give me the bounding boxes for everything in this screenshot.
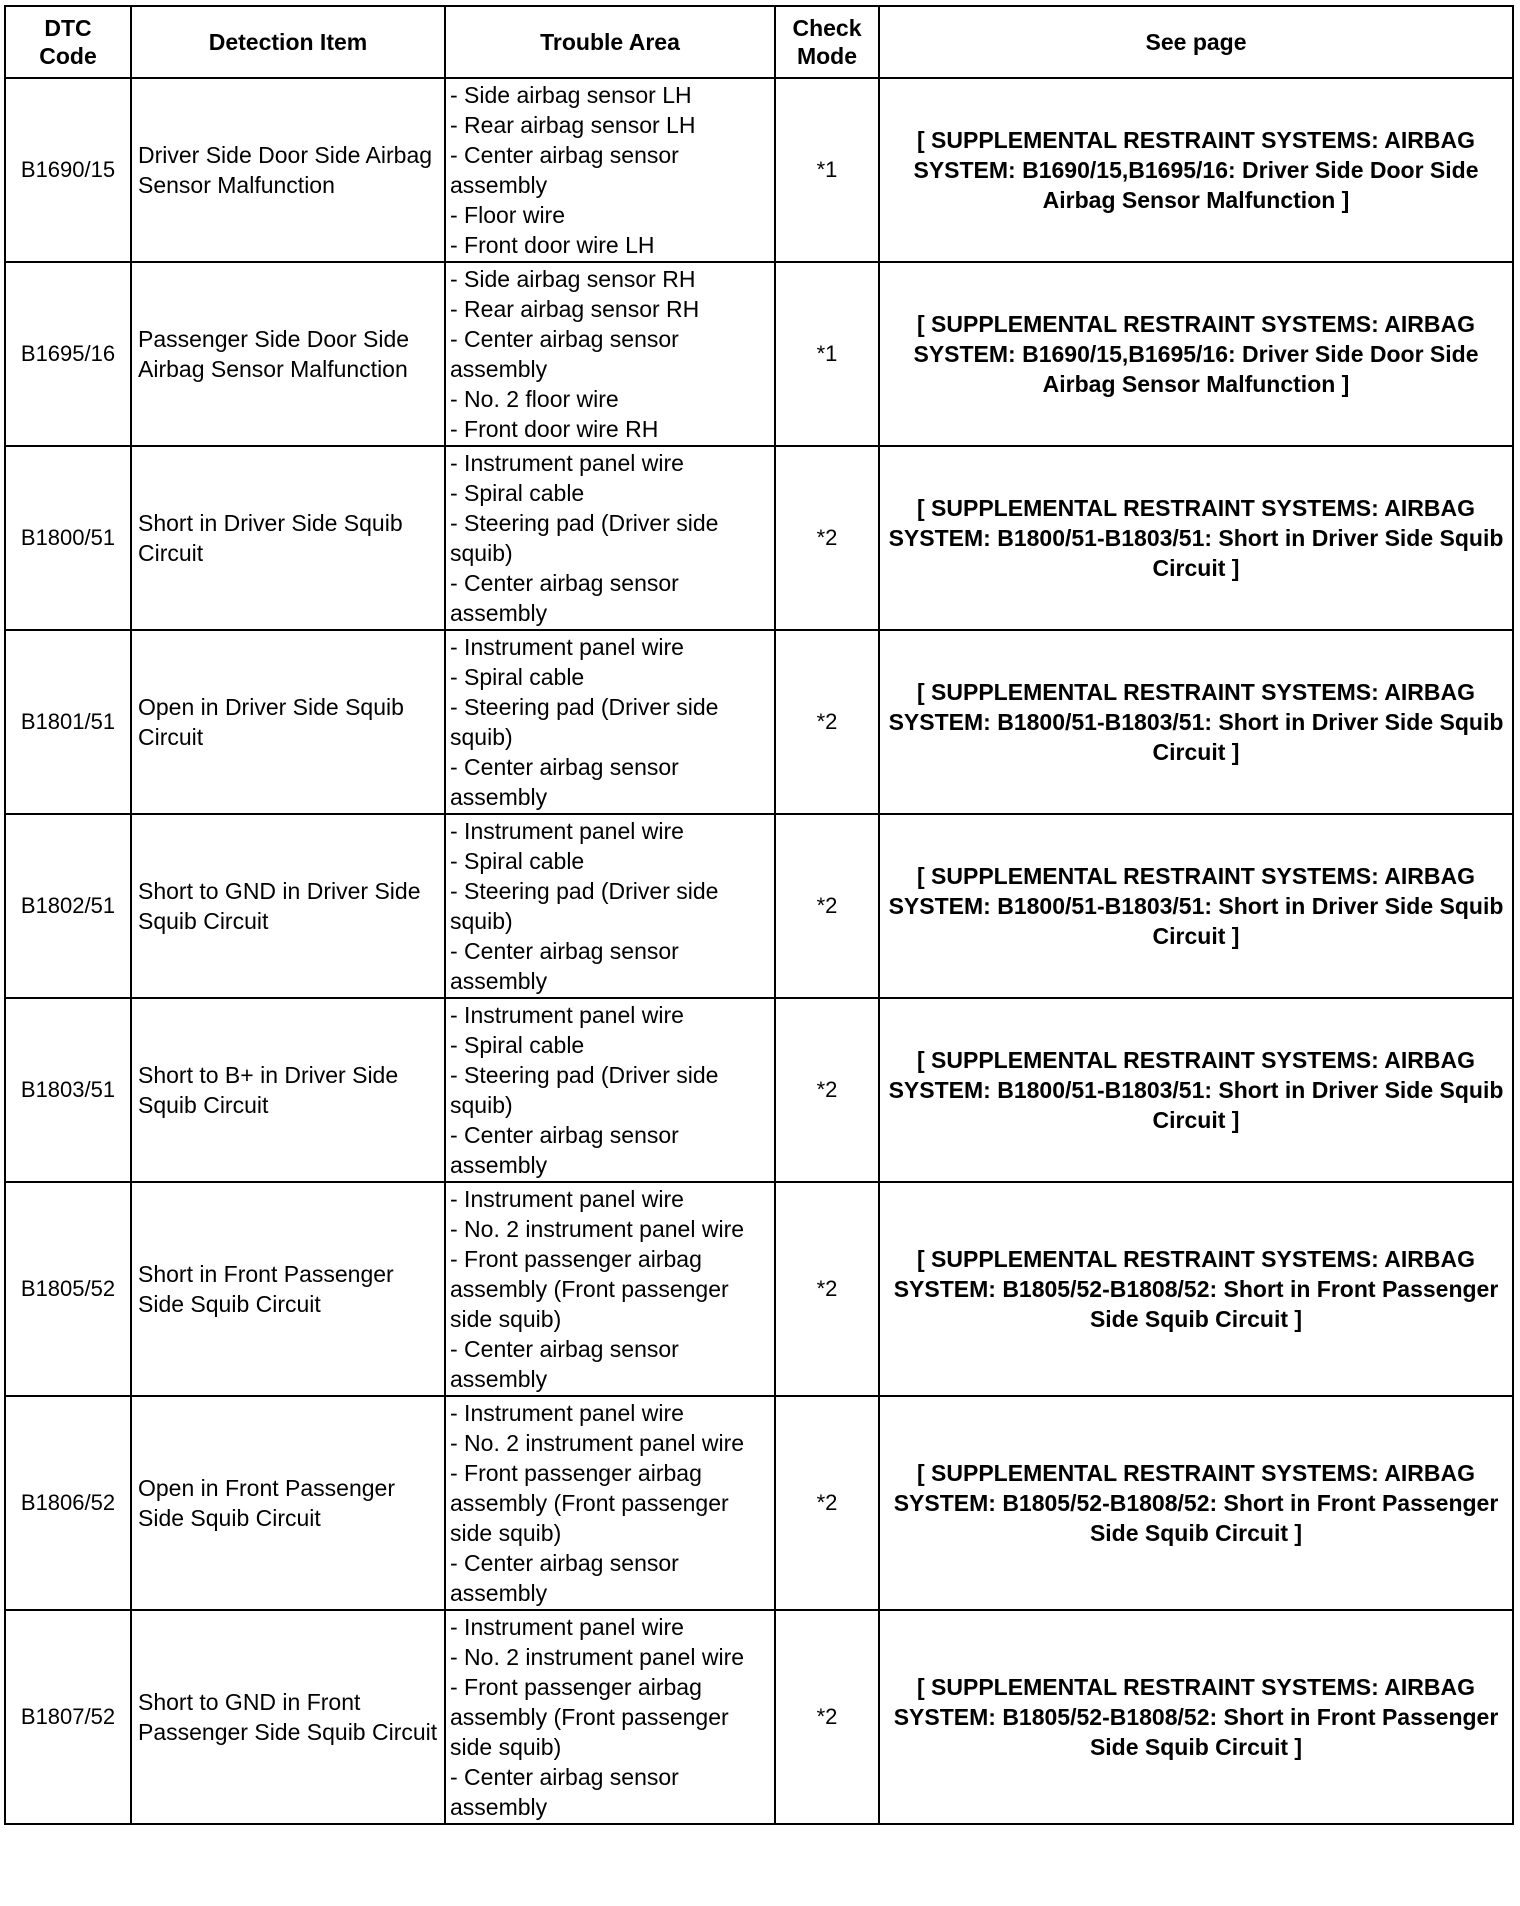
header-see-page: See page [879,6,1513,78]
see-page-cell [879,1396,1513,1610]
check-mode-cell: *2 [775,630,879,814]
check-mode-cell: *2 [775,446,879,630]
trouble-area-item: - Instrument panel wire [450,450,684,476]
see-page-link[interactable]: [ SUPPLEMENTAL RESTRAINT SYSTEMS: AIRBAG SYSTEM: B1800/51-B1803/51: Short in Driver Side Squib Circuit ] [888,679,1504,765]
see-page-link[interactable]: [ SUPPLEMENTAL RESTRAINT SYSTEMS: AIRBAG SYSTEM: B1800/51-B1803/51: Short in Driver Side Squib Circuit ] [888,1047,1504,1133]
trouble-area-item: - Rear airbag sensor LH [450,112,696,138]
trouble-area-item: - Center airbag sensor assembly [450,1764,679,1820]
see-page-link[interactable]: [ SUPPLEMENTAL RESTRAINT SYSTEMS: AIRBAG SYSTEM: B1800/51-B1803/51: Short in Driver Side Squib Circuit ] [888,863,1504,949]
detection-item-cell: Passenger Side Door Side Airbag Sensor Malfunction [131,262,445,446]
table-row [5,814,1513,998]
trouble-area-cell [445,630,775,814]
trouble-area-item: - No. 2 floor wire [450,386,619,412]
detection-item-cell: Short in Driver Side Squib Circuit [131,446,445,630]
see-page-link[interactable]: [ SUPPLEMENTAL RESTRAINT SYSTEMS: AIRBAG SYSTEM: B1690/15,B1695/16: Driver Side Door Side Airbag Sensor Malfunction ] [913,127,1479,213]
see-page-cell [879,630,1513,814]
trouble-area-item: - Center airbag sensor assembly [450,1550,679,1606]
dtc-code-cell: B1690/15 [5,78,131,262]
dtc-table-sheet [4,5,1514,1825]
trouble-area-cell [445,814,775,998]
dtc-table [4,5,1514,1825]
see-page-link[interactable]: [ SUPPLEMENTAL RESTRAINT SYSTEMS: AIRBAG SYSTEM: B1805/52-B1808/52: Short in Front Passenger Side Squib Circuit ] [893,1674,1499,1760]
trouble-area-item: - Instrument panel wire [450,634,684,660]
table-row [5,1182,1513,1396]
detection-item-cell: Short to GND in Driver Side Squib Circuit [131,814,445,998]
trouble-area-item: - Center airbag sensor assembly [450,570,679,626]
trouble-area-item: - Side airbag sensor LH [450,82,692,108]
trouble-area-item: - Front passenger airbag assembly (Front passenger side squib) [450,1460,729,1546]
trouble-area-cell [445,262,775,446]
trouble-area-item: - Spiral cable [450,480,585,506]
trouble-area-item: - Steering pad (Driver side squib) [450,510,719,566]
check-mode-cell: *2 [775,1610,879,1824]
trouble-area-item: - Spiral cable [450,1032,585,1058]
trouble-area-cell [445,78,775,262]
table-row [5,1610,1513,1824]
see-page-link[interactable]: [ SUPPLEMENTAL RESTRAINT SYSTEMS: AIRBAG SYSTEM: B1805/52-B1808/52: Short in Front Passenger Side Squib Circuit ] [893,1460,1499,1546]
trouble-area-item: - Instrument panel wire [450,818,684,844]
trouble-area-item: - No. 2 instrument panel wire [450,1216,745,1242]
table-row [5,78,1513,262]
check-mode-cell: *1 [775,262,879,446]
dtc-code-cell: B1800/51 [5,446,131,630]
trouble-area-cell [445,1396,775,1610]
see-page-cell [879,78,1513,262]
trouble-area-item: - Center airbag sensor assembly [450,1336,679,1392]
dtc-code-cell: B1807/52 [5,1610,131,1824]
dtc-code-cell: B1805/52 [5,1182,131,1396]
dtc-code-cell: B1802/51 [5,814,131,998]
table-row [5,1396,1513,1610]
trouble-area-item: - Center airbag sensor assembly [450,754,679,810]
see-page-cell [879,1610,1513,1824]
trouble-area-item: - Instrument panel wire [450,1400,684,1426]
detection-item-cell: Driver Side Door Side Airbag Sensor Malfunction [131,78,445,262]
trouble-area-item: - Instrument panel wire [450,1614,684,1640]
header-check-mode: Check Mode [775,6,879,78]
check-mode-cell: *2 [775,1396,879,1610]
detection-item-cell: Short to B+ in Driver Side Squib Circuit [131,998,445,1182]
see-page-link[interactable]: [ SUPPLEMENTAL RESTRAINT SYSTEMS: AIRBAG SYSTEM: B1690/15,B1695/16: Driver Side Door Side Airbag Sensor Malfunction ] [913,311,1479,397]
table-body [5,78,1513,1824]
trouble-area-item: - Center airbag sensor assembly [450,142,679,198]
trouble-area-item: - No. 2 instrument panel wire [450,1644,745,1670]
check-mode-cell: *1 [775,78,879,262]
trouble-area-item: - Side airbag sensor RH [450,266,696,292]
trouble-area-item: - Spiral cable [450,664,585,690]
trouble-area-item: - Center airbag sensor assembly [450,326,679,382]
check-mode-cell: *2 [775,814,879,998]
see-page-cell [879,446,1513,630]
trouble-area-cell [445,998,775,1182]
detection-item-cell: Open in Driver Side Squib Circuit [131,630,445,814]
detection-item-cell: Short to GND in Front Passenger Side Squib Circuit [131,1610,445,1824]
trouble-area-item: - Rear airbag sensor RH [450,296,700,322]
table-row [5,998,1513,1182]
table-row [5,262,1513,446]
see-page-cell [879,814,1513,998]
detection-item-cell: Open in Front Passenger Side Squib Circuit [131,1396,445,1610]
see-page-link[interactable]: [ SUPPLEMENTAL RESTRAINT SYSTEMS: AIRBAG SYSTEM: B1800/51-B1803/51: Short in Driver Side Squib Circuit ] [888,495,1504,581]
trouble-area-item: - Front passenger airbag assembly (Front passenger side squib) [450,1674,729,1760]
trouble-area-item: - Front door wire LH [450,232,655,258]
trouble-area-cell [445,1182,775,1396]
trouble-area-item: - Steering pad (Driver side squib) [450,694,719,750]
detection-item-cell: Short in Front Passenger Side Squib Circuit [131,1182,445,1396]
header-detection-item: Detection Item [131,6,445,78]
trouble-area-item: - Center airbag sensor assembly [450,1122,679,1178]
check-mode-cell: *2 [775,1182,879,1396]
trouble-area-item: - Steering pad (Driver side squib) [450,878,719,934]
trouble-area-item: - Center airbag sensor assembly [450,938,679,994]
header-trouble-area: Trouble Area [445,6,775,78]
trouble-area-cell [445,446,775,630]
table-row [5,446,1513,630]
see-page-cell [879,262,1513,446]
dtc-code-cell: B1801/51 [5,630,131,814]
trouble-area-item: - Instrument panel wire [450,1002,684,1028]
dtc-code-cell: B1803/51 [5,998,131,1182]
table-row [5,630,1513,814]
see-page-link[interactable]: [ SUPPLEMENTAL RESTRAINT SYSTEMS: AIRBAG SYSTEM: B1805/52-B1808/52: Short in Front Passenger Side Squib Circuit ] [893,1246,1499,1332]
trouble-area-item: - Instrument panel wire [450,1186,684,1212]
trouble-area-item: - Floor wire [450,202,566,228]
trouble-area-item: - Front door wire RH [450,416,659,442]
see-page-cell [879,998,1513,1182]
trouble-area-item: - Front passenger airbag assembly (Front passenger side squib) [450,1246,729,1332]
dtc-code-cell: B1695/16 [5,262,131,446]
see-page-cell [879,1182,1513,1396]
header-dtc-code: DTC Code [5,6,131,78]
header-row [5,6,1513,78]
trouble-area-item: - No. 2 instrument panel wire [450,1430,745,1456]
trouble-area-cell [445,1610,775,1824]
trouble-area-item: - Spiral cable [450,848,585,874]
check-mode-cell: *2 [775,998,879,1182]
trouble-area-item: - Steering pad (Driver side squib) [450,1062,719,1118]
dtc-code-cell: B1806/52 [5,1396,131,1610]
